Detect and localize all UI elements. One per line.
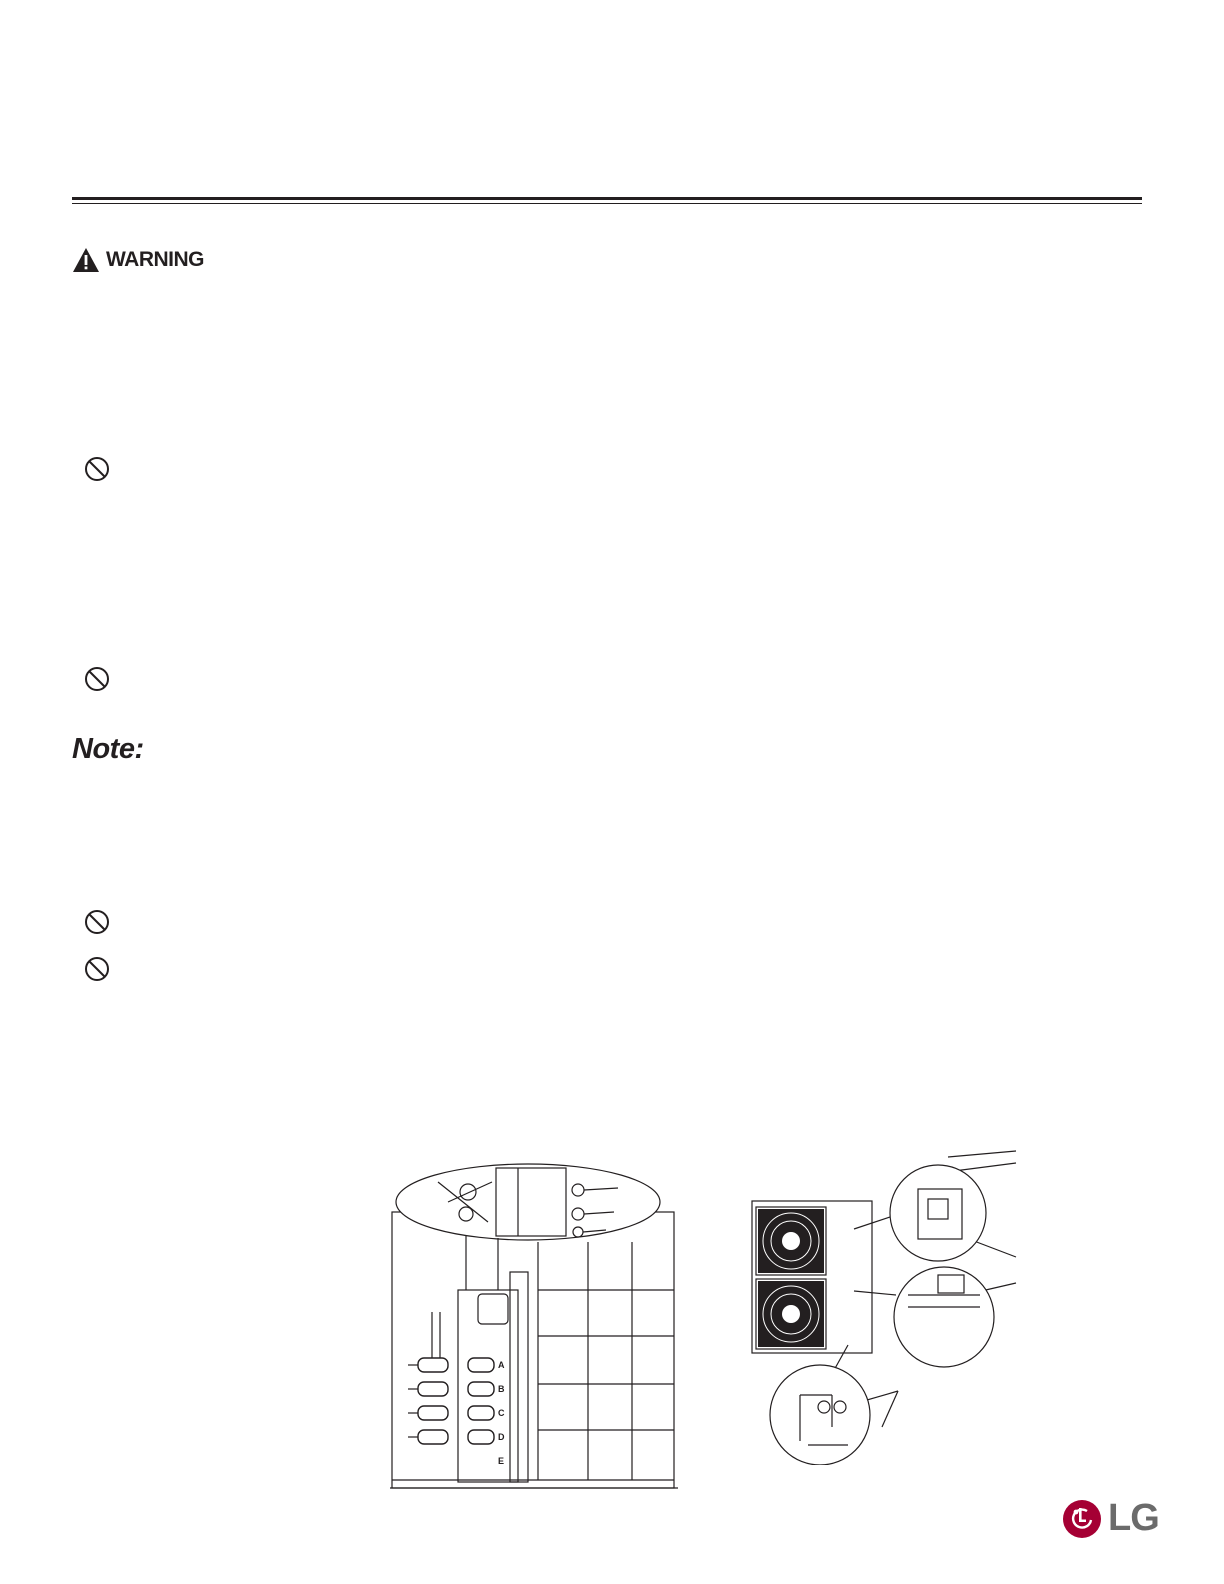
valve-label-e: E: [498, 1456, 505, 1466]
prohibited-icon: [84, 956, 110, 982]
prohibited-icon: [84, 456, 110, 482]
note-heading: Note:: [72, 733, 144, 765]
brand-name: LG: [1108, 1497, 1159, 1539]
warning-heading: [72, 245, 204, 275]
header-rule-bottom: [72, 203, 1142, 204]
outdoor-unit-valves-figure: [388, 1162, 684, 1498]
lg-logo: [1062, 1497, 1159, 1540]
warning-triangle-icon: [72, 247, 100, 273]
outdoor-unit-front-figure: [748, 1145, 1020, 1465]
valve-label-d: D: [498, 1432, 505, 1442]
warning-label: WARNING: [106, 248, 204, 271]
valve-label-b: B: [498, 1384, 505, 1394]
header-rule-top: [72, 197, 1142, 200]
lg-logo-icon: [1062, 1499, 1102, 1539]
prohibited-icon: [84, 666, 110, 692]
prohibited-icon: [84, 909, 110, 935]
valve-label-c: C: [498, 1408, 505, 1418]
valve-label-a: A: [498, 1360, 505, 1370]
